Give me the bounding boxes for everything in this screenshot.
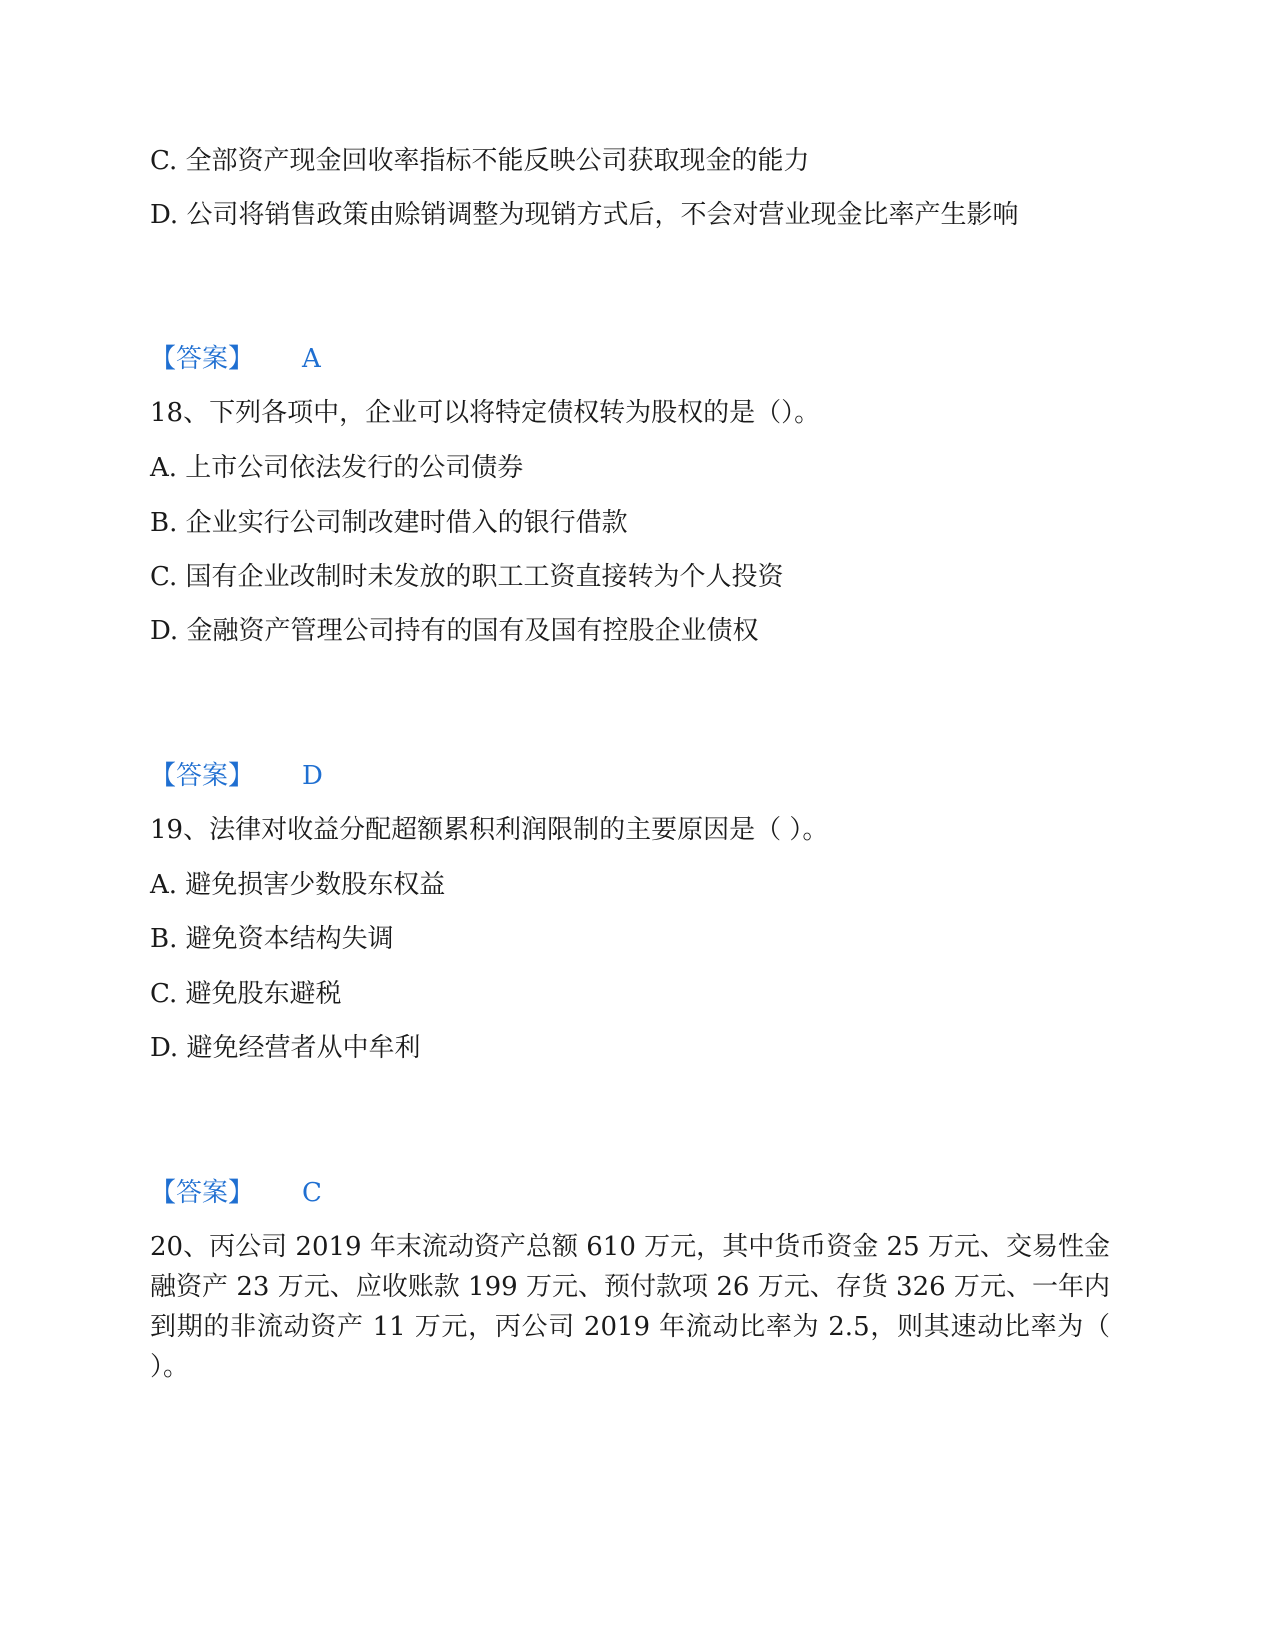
answer-value: D: [302, 761, 323, 791]
q17-option-c: C. 全部资产现金回收率指标不能反映公司获取现金的能力: [150, 146, 810, 176]
q17-option-d: D. 公司将销售政策由赊销调整为现销方式后，不会对营业现金比率产生影响: [150, 200, 1019, 230]
q18-answer: [150, 761, 323, 791]
q18-option-c: C. 国有企业改制时未发放的职工工资直接转为个人投资: [150, 562, 784, 592]
answer-tag: 【答案】: [150, 761, 255, 791]
q19-option-a: A. 避免损害少数股东权益: [150, 870, 446, 900]
answer-value: C: [302, 1178, 322, 1208]
q19-option-b: B. 避免资本结构失调: [150, 924, 394, 954]
q19-answer: [150, 1178, 322, 1208]
q18-option-a: A. 上市公司依法发行的公司债券: [150, 453, 524, 483]
answer-tag: 【答案】: [150, 344, 255, 374]
answer-value: A: [302, 344, 321, 374]
q18-option-d: D. 金融资产管理公司持有的国有及国有控股企业债权: [150, 616, 759, 646]
q20-question: 20、丙公司 2019 年末流动资产总额 610 万元，其中货币资金 25 万元、交易性金融资产 23 万元、应收账款 199 万元、预付款项 26 万元、存货 326 万元、一年内到期的非流动资产 11 万元，丙公司 2019 年流动比率为 2.5，则其速动比率为（ ）。: [150, 1232, 1110, 1382]
q19-option-c: C. 避免股东避税: [150, 979, 342, 1009]
q19-option-d: D. 避免经营者从中牟利: [150, 1033, 421, 1063]
answer-tag: 【答案】: [150, 1178, 255, 1208]
q18-option-b: B. 企业实行公司制改建时借入的银行借款: [150, 508, 628, 538]
q18-question: 18、下列各项中，企业可以将特定债权转为股权的是（）。: [150, 398, 821, 428]
q17-answer: [150, 344, 321, 374]
q19-question: 19、法律对收益分配超额累积利润限制的主要原因是（ ）。: [150, 815, 829, 845]
